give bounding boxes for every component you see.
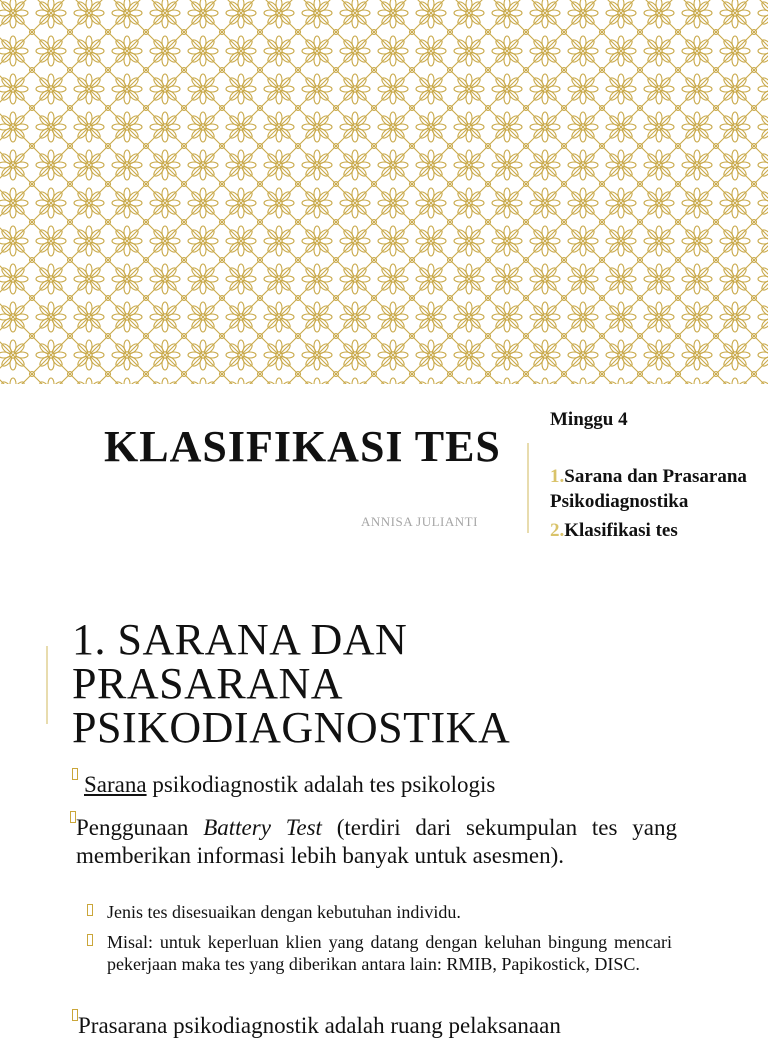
heading-line: PSIKODIAGNOSTIKA bbox=[72, 703, 511, 752]
agenda-number: 1. bbox=[550, 466, 565, 487]
heading-line: 1. SARANA DAN bbox=[72, 615, 408, 664]
agenda-number: 2. bbox=[550, 520, 565, 541]
sub-bullet-text: Jenis tes disesuaikan dengan kebutuhan individu. bbox=[107, 902, 461, 922]
bullet-marker-icon bbox=[72, 1009, 78, 1021]
sub-bullet-text: Misal: untuk keperluan klien yang datang dengan keluhan bingung mencari pekerjaan maka tes yang diberikan antara lain: RMIB, Papikostick, DISC. bbox=[107, 932, 672, 974]
sub-bullet-item bbox=[107, 931, 672, 975]
bullet-text: Penggunaan bbox=[76, 815, 204, 840]
agenda-item bbox=[550, 464, 765, 514]
author-name: ANNISA JULIANTI bbox=[361, 514, 478, 529]
bullet-item-partial bbox=[72, 1012, 698, 1040]
bullet-text: psikodiagnostik adalah tes psikologis bbox=[146, 772, 496, 797]
week-label: Minggu 4 bbox=[550, 409, 628, 430]
bullet-text: (terdiri dari sekumpulan tes yang memberikan informasi lebih banyak untuk asesmen). bbox=[76, 815, 677, 868]
italic-term: Battery Test bbox=[203, 815, 322, 840]
sub-bullet-marker-icon bbox=[87, 934, 93, 946]
decorative-floral-pattern bbox=[0, 0, 768, 384]
bullet-item bbox=[72, 771, 704, 799]
underlined-term: Sarana bbox=[84, 772, 147, 797]
agenda-list bbox=[550, 464, 765, 547]
bullet-text: Prasarana psikodiagnostik adalah ruang pelaksanaan bbox=[78, 1013, 561, 1038]
agenda-label: Sarana dan Prasarana Psikodiagnostika bbox=[550, 466, 747, 512]
heading-line: PRASARANA bbox=[72, 659, 344, 708]
agenda-item bbox=[550, 518, 765, 543]
agenda-label: Klasifikasi tes bbox=[564, 520, 678, 541]
sub-bullet-item bbox=[107, 901, 672, 923]
bullet-item bbox=[72, 814, 677, 870]
slide-title: KLASIFIKASI TES bbox=[104, 422, 501, 471]
vertical-divider bbox=[527, 443, 529, 533]
bullet-marker-icon bbox=[72, 768, 78, 780]
accent-bar bbox=[46, 646, 48, 724]
sub-bullet-marker-icon bbox=[87, 904, 93, 916]
content-slide bbox=[0, 594, 768, 1038]
bullet-marker-icon bbox=[70, 811, 76, 823]
section-heading bbox=[72, 615, 511, 752]
title-slide bbox=[0, 384, 768, 594]
